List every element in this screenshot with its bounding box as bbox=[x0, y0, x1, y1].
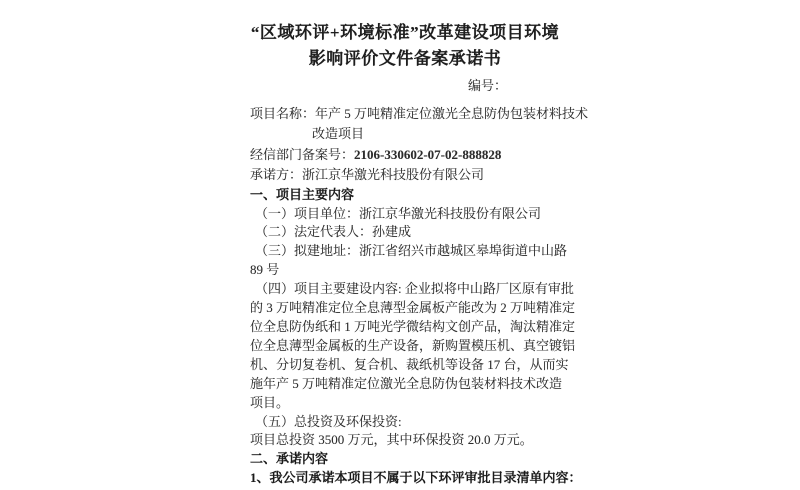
filing-number-value: 2106-330602-07-02-888828 bbox=[354, 146, 502, 162]
serial-number-label: 编号： bbox=[468, 78, 508, 93]
section1-item-4-line1: （四）项目主要建设内容: 企业拟将中山路厂区原有审批 bbox=[255, 281, 574, 297]
filing-number-label: 经信部门备案号： bbox=[250, 146, 355, 162]
section1-item-5-line2: 项目总投资 3500 万元，其中环保投资 20.0 万元。 bbox=[250, 432, 533, 448]
section1-item-4-line6: 施年产 5 万吨精准定位激光全息防伪包装材料技术改造 bbox=[250, 375, 563, 391]
project-name-value: 年产 5 万吨精准定位激光全息防伪包装材料技术 bbox=[315, 106, 589, 121]
section2-item-1: 1、我公司承诺本项目不属于以下环评审批目录清单内容： bbox=[250, 470, 582, 486]
section1-item-3-line2: 89 号 bbox=[250, 262, 280, 278]
project-name-label: 项目名称： bbox=[250, 106, 316, 121]
section1-item-3-line1: （三）拟建地址：浙江省绍兴市越城区皋埠街道中山路 bbox=[255, 243, 568, 259]
filing-number-line bbox=[250, 145, 560, 165]
section1-item-4-line7: 项目。 bbox=[250, 394, 290, 410]
document-title bbox=[250, 20, 560, 72]
section1-item-1: （一）项目单位：浙江京华激光科技股份有限公司 bbox=[255, 205, 542, 221]
document-content bbox=[250, 186, 582, 489]
section1-item-4-line4: 位全息薄型金属板的生产设备，新购置模压机、真空镀铝 bbox=[250, 337, 576, 353]
promisor-value: 浙江京华激光科技股份有限公司 bbox=[302, 167, 485, 183]
section1-item-2: （二）法定代表人：孙建成 bbox=[255, 224, 412, 240]
section1-item-4-line2: 的 3 万吨精准定位全息薄型金属板产能改为 2 万吨精准定 bbox=[250, 300, 576, 316]
section1-item-5-line1: （五）总投资及环保投资: bbox=[255, 413, 402, 429]
document-meta bbox=[250, 104, 589, 186]
section1-item-4-line5: 机、分切复卷机、复合机、裁纸机等设备 17 台，从而实 bbox=[250, 356, 569, 372]
document-title-line1: “区域环评+环境标准”改革建设项目环境 bbox=[250, 23, 560, 42]
project-name-continuation: 改造项目 bbox=[312, 126, 365, 142]
section1-item-4-line3: 位全息防伪纸和 1 万吨光学微结构文创产品，淘汰精准定 bbox=[250, 318, 576, 334]
promisor-label: 承诺方： bbox=[250, 167, 303, 183]
document-body bbox=[250, 0, 589, 488]
document-title-line2: 影响评价文件备案承诺书 bbox=[308, 49, 502, 68]
section1-heading: 一、项目主要内容 bbox=[250, 186, 355, 202]
project-name-line bbox=[250, 104, 589, 124]
promisor-line bbox=[250, 165, 560, 185]
section2-heading: 二、承诺内容 bbox=[250, 451, 329, 467]
